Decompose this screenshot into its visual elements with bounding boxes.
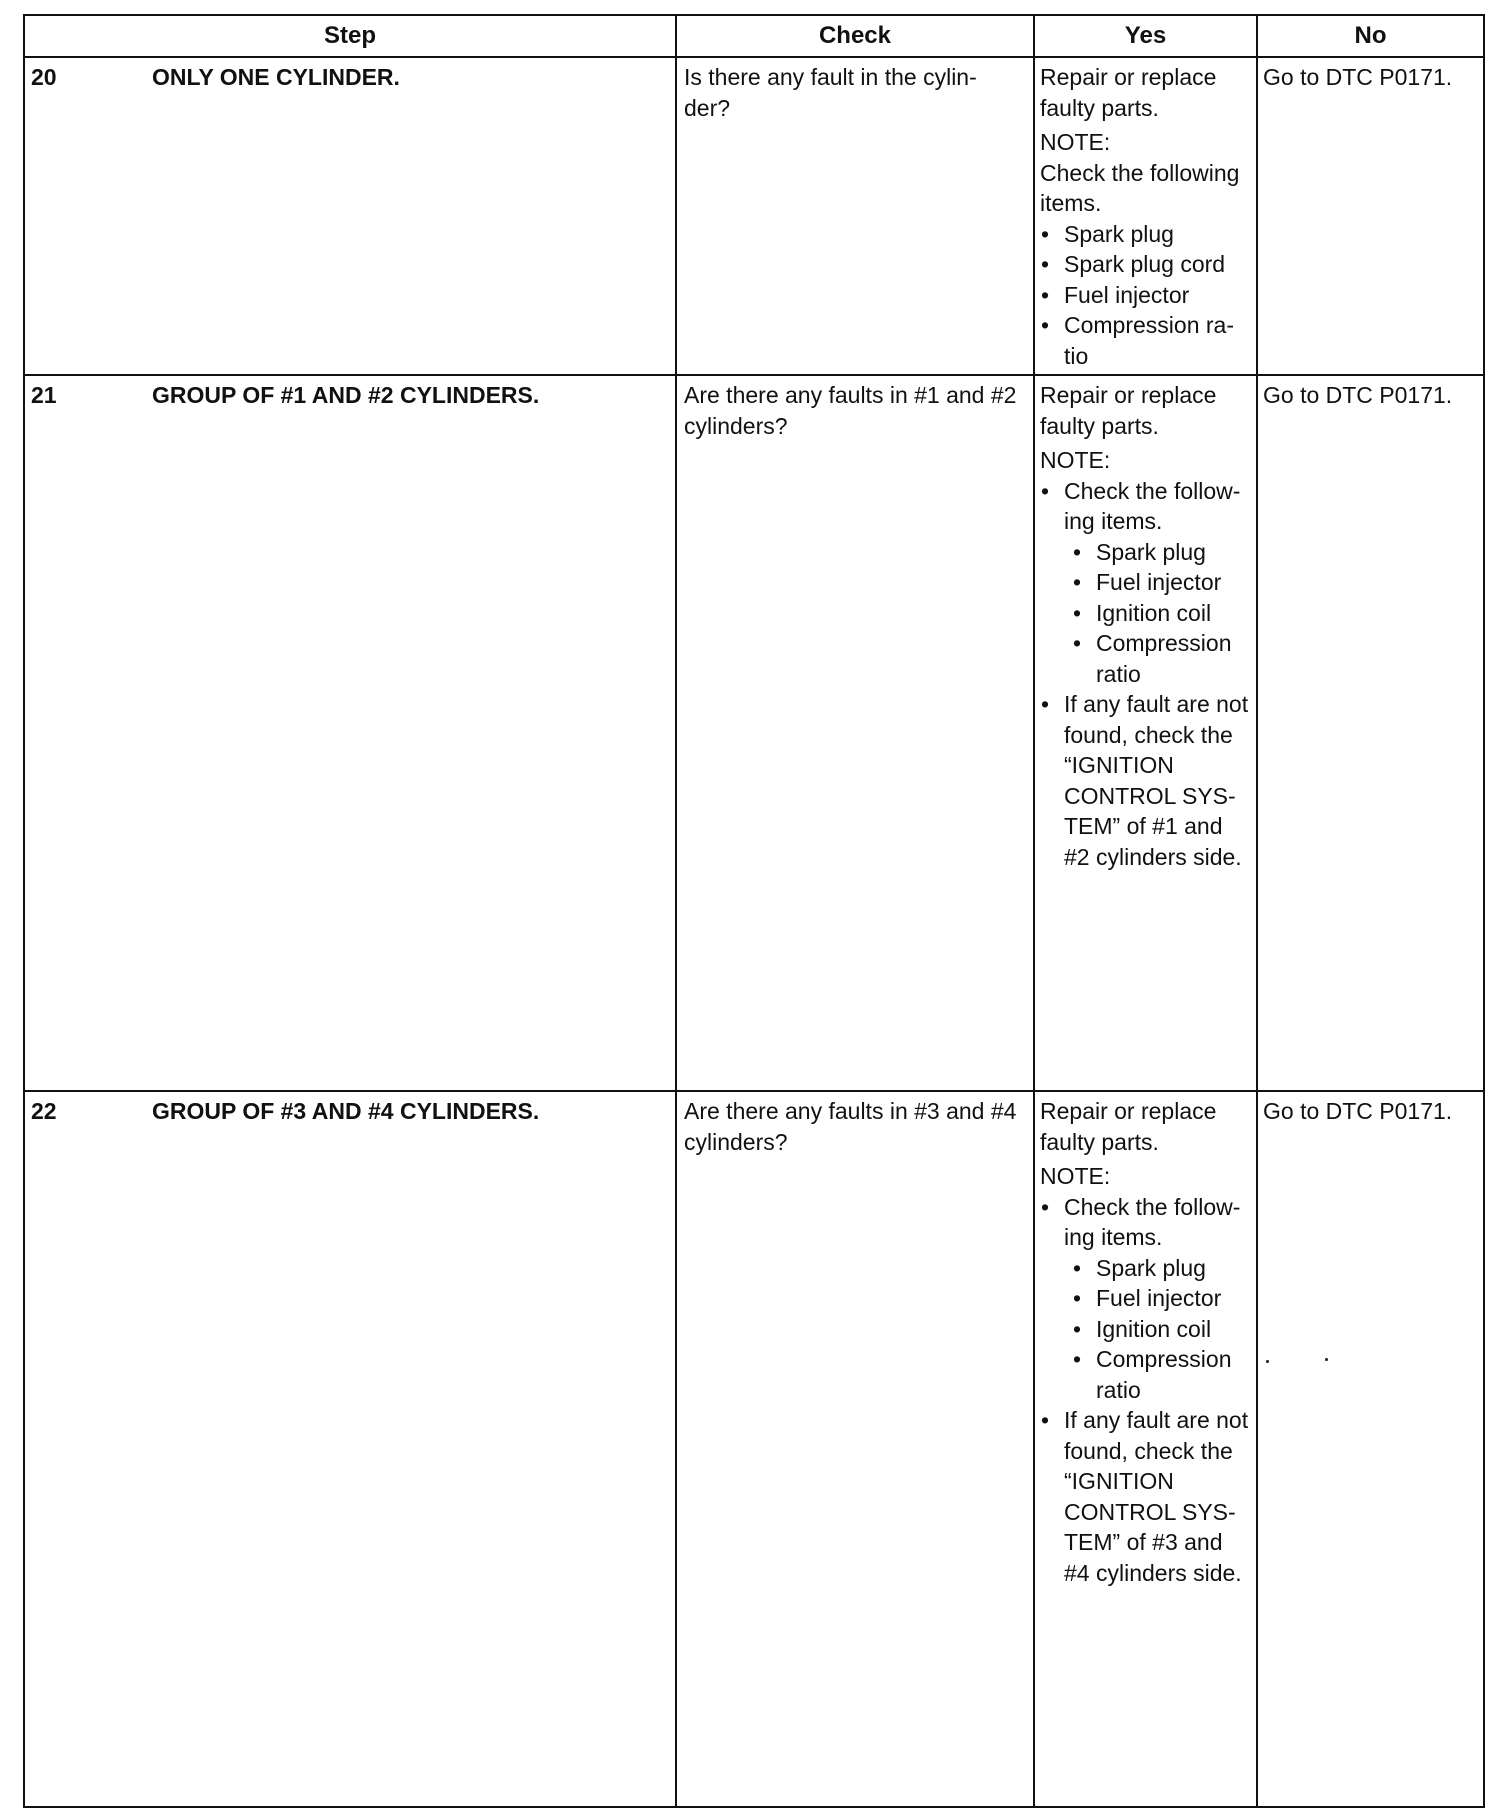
step-title: GROUP OF #3 AND #4 CYLINDERS. <box>152 1098 540 1124</box>
list-item: • Ignition coil <box>1040 1314 1254 1345</box>
table-row <box>24 1091 1484 1807</box>
yes-action: Repair or replace faulty parts. <box>1040 1098 1217 1155</box>
step-number: 20 <box>31 64 57 90</box>
list-item: • Compression ratio <box>1040 1344 1254 1405</box>
list-item: • Spark plug <box>1040 1253 1254 1284</box>
scan-speck <box>1266 1360 1269 1363</box>
list-item: • Spark plug <box>1040 219 1254 250</box>
list-item: • Fuel injector <box>1040 567 1254 598</box>
header-yes: Yes <box>1034 15 1257 57</box>
note-label: NOTE: <box>1040 129 1111 155</box>
check-cell: Is there any fault in the cylin-der? <box>676 57 1034 375</box>
step-number: 21 <box>31 382 57 408</box>
yes-cell <box>1034 1091 1257 1807</box>
list-item: • Spark plug cord <box>1040 249 1254 280</box>
scan-speck <box>1325 1358 1328 1361</box>
note-intro: Check the following items. <box>1040 159 1240 216</box>
check-cell: Are there any faults in #1 and #2 cylinders? <box>676 375 1034 1091</box>
check-items-list <box>1040 1253 1254 1406</box>
followup-note: • If any fault are not found, check the “IGNITION CONTROL SYS-TEM” of #1 and #2 cylinders side. <box>1040 689 1254 872</box>
followup-note: • If any fault are not found, check the “IGNITION CONTROL SYS-TEM” of #3 and #4 cylinders side. <box>1040 1405 1254 1588</box>
list-item: • Spark plug <box>1040 537 1254 568</box>
step-cell <box>24 1091 676 1807</box>
yes-action: Repair or replace faulty parts. <box>1040 382 1217 439</box>
step-cell <box>24 375 676 1091</box>
check-cell: Are there any faults in #3 and #4 cylinders? <box>676 1091 1034 1807</box>
step-title: GROUP OF #1 AND #2 CYLINDERS. <box>152 382 540 408</box>
step-title: ONLY ONE CYLINDER. <box>152 64 400 90</box>
no-cell: Go to DTC P0171. <box>1257 1091 1484 1807</box>
yes-cell <box>1034 375 1257 1091</box>
note-label: NOTE: <box>1040 1163 1111 1189</box>
no-cell: Go to DTC P0171. <box>1257 57 1484 375</box>
diagnostic-table <box>23 14 1485 1808</box>
list-item: • Fuel injector <box>1040 1283 1254 1314</box>
header-step: Step <box>24 15 676 57</box>
list-item: • Ignition coil <box>1040 598 1254 629</box>
list-item: • Fuel injector <box>1040 280 1254 311</box>
note-label: NOTE: <box>1040 447 1111 473</box>
header-check: Check <box>676 15 1034 57</box>
table-row <box>24 57 1484 375</box>
step-cell <box>24 57 676 375</box>
step-number: 22 <box>31 1098 57 1124</box>
note-intro: • Check the follow-ing items. <box>1040 476 1254 537</box>
header-row <box>24 15 1484 57</box>
list-item: • Compression ratio <box>1040 628 1254 689</box>
yes-cell <box>1034 57 1257 375</box>
note-intro: • Check the follow-ing items. <box>1040 1192 1254 1253</box>
table-row <box>24 375 1484 1091</box>
no-cell: Go to DTC P0171. <box>1257 375 1484 1091</box>
yes-action: Repair or replace faulty parts. <box>1040 64 1217 121</box>
check-items-list <box>1040 219 1254 372</box>
header-no: No <box>1257 15 1484 57</box>
list-item: • Compression ra-tio <box>1040 310 1254 371</box>
check-items-list <box>1040 537 1254 690</box>
